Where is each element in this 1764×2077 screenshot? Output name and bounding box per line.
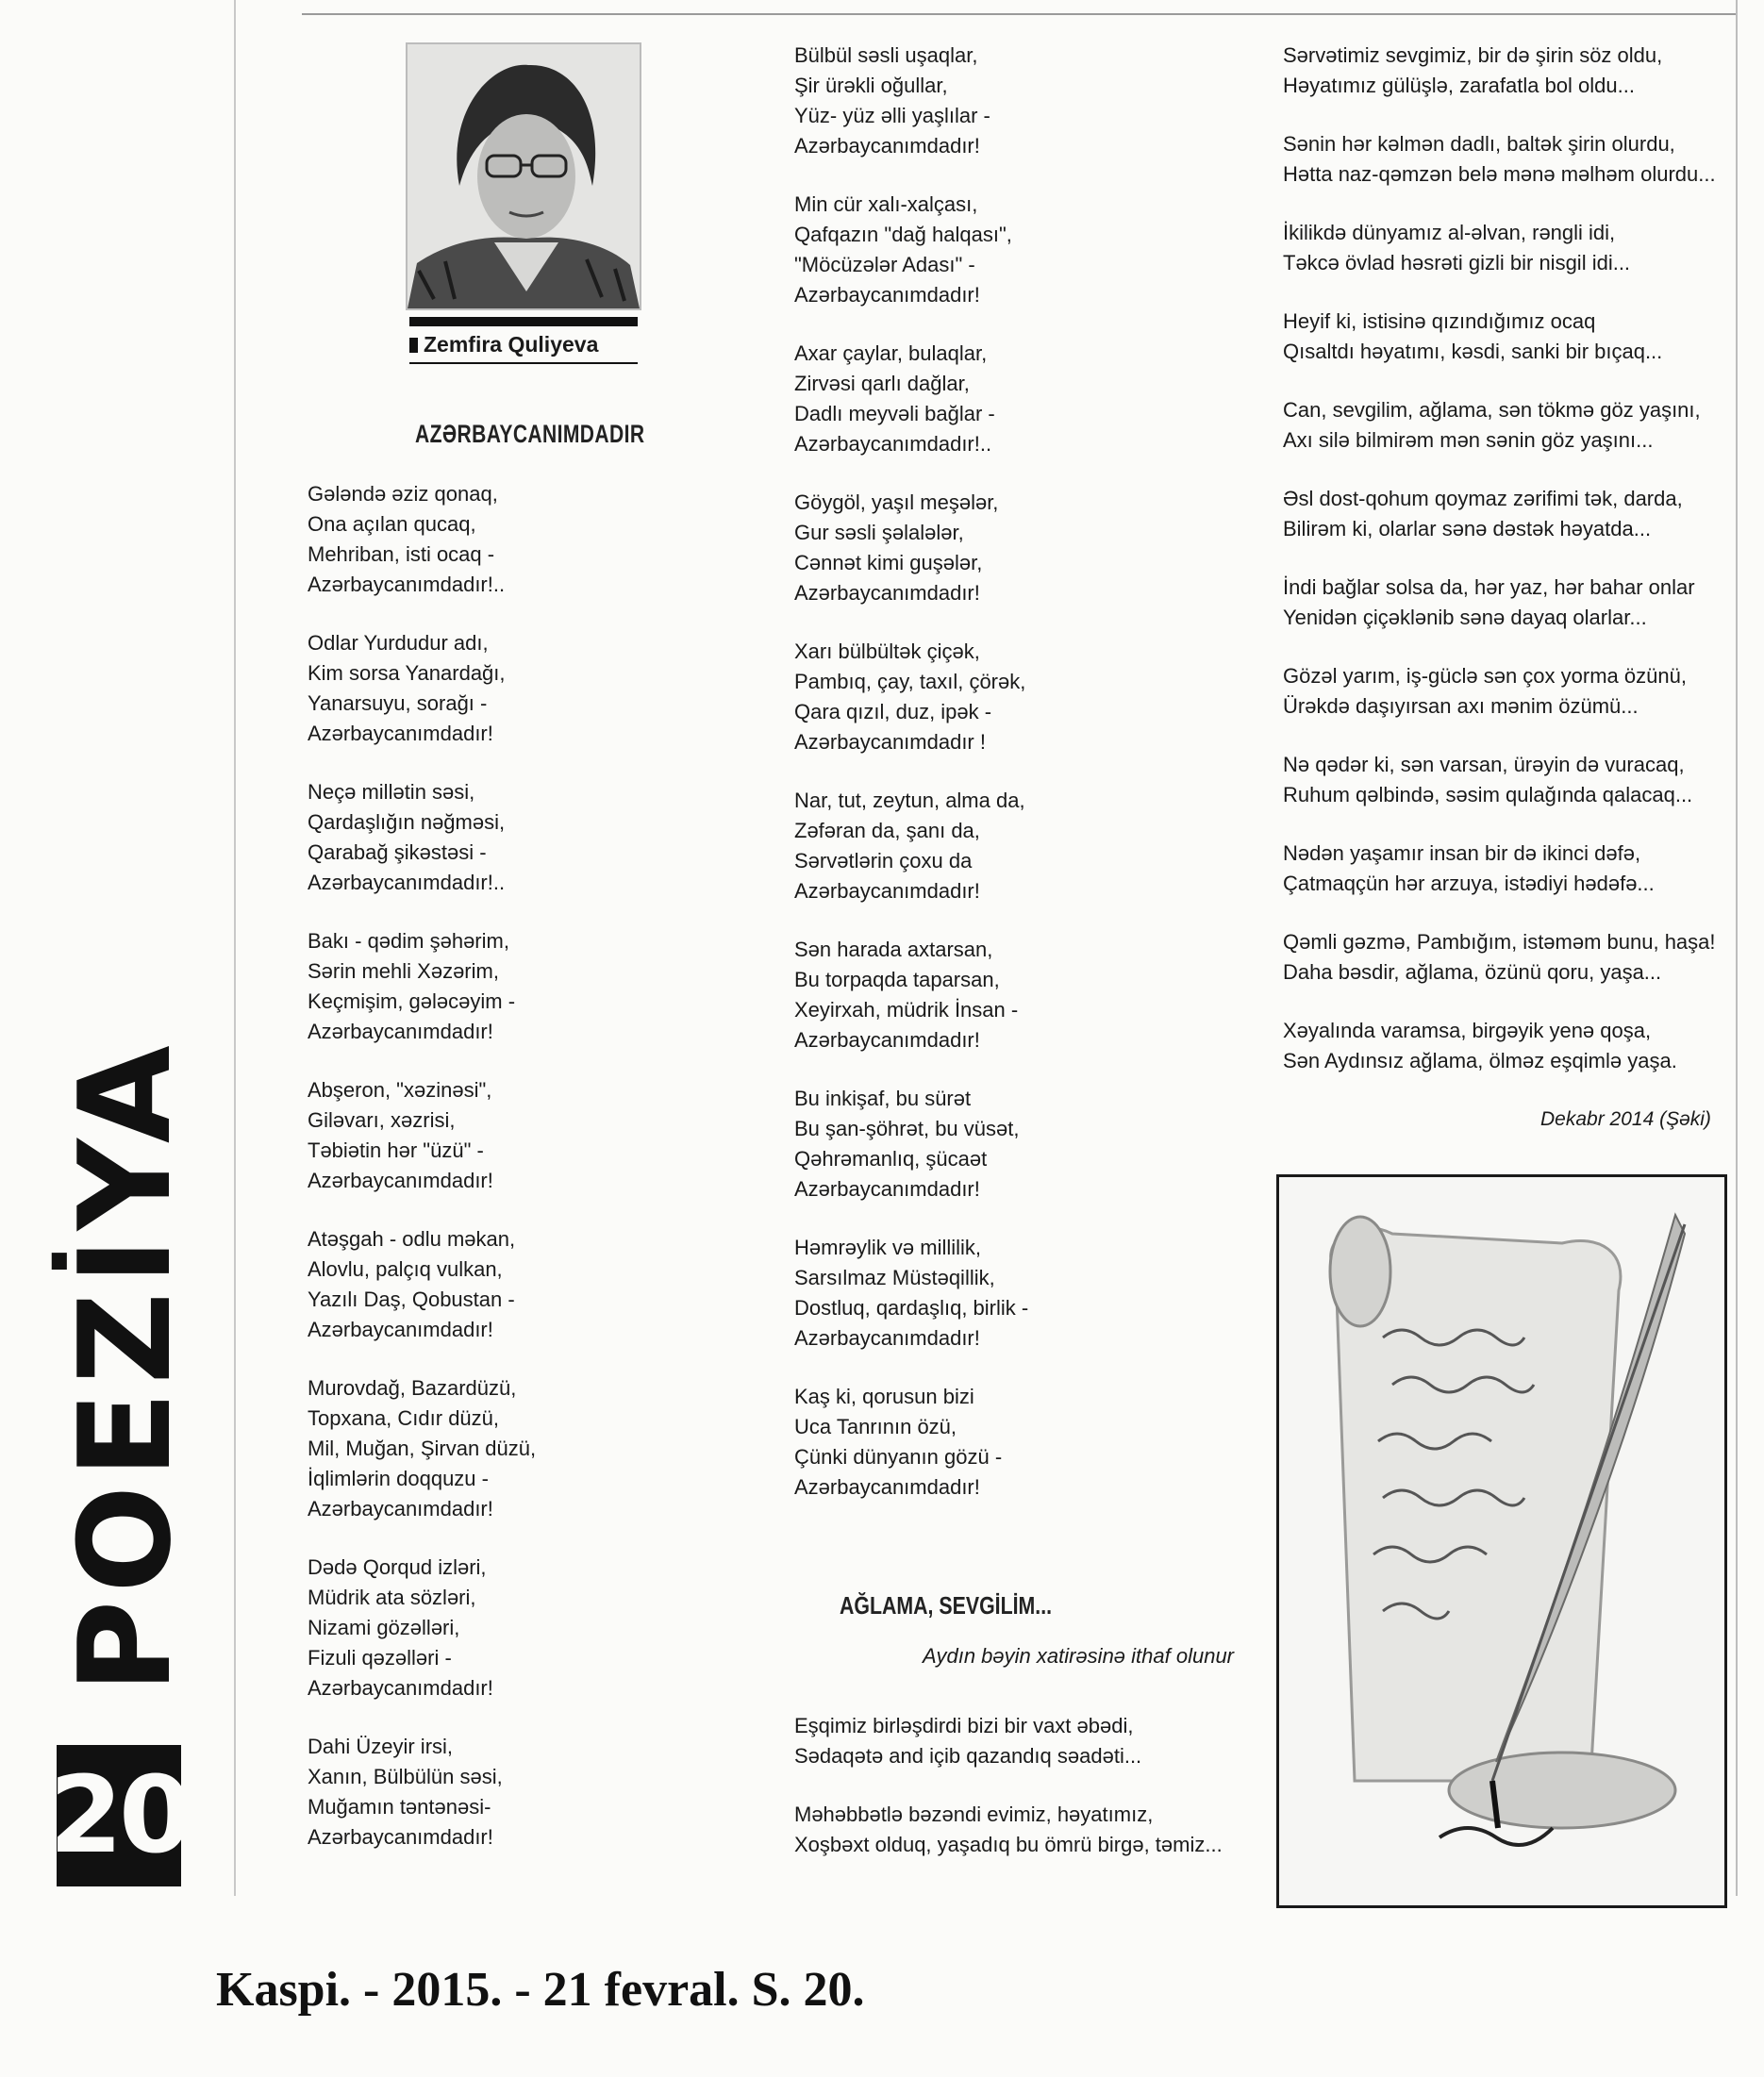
poem-line: Nədən yaşamır insan bir də ikinci dəfə, bbox=[1283, 841, 1641, 865]
poem1-column-1 bbox=[308, 479, 536, 1881]
stanza bbox=[308, 1075, 536, 1196]
poem-line: Pambıq, çay, taxıl, çörək, bbox=[794, 670, 1026, 693]
poem-line: Həyatımız gülüşlə, zarafatla bol oldu... bbox=[1283, 74, 1635, 97]
poem-signature: Dekabr 2014 (Şəki) bbox=[1540, 1108, 1711, 1130]
poem-line: Əsl dost-qohum qoymaz zərifimi tək, darda, bbox=[1283, 487, 1683, 510]
poem-line: Sərvətimiz sevgimiz, bir də şirin söz oldu, bbox=[1283, 43, 1663, 67]
author-bar bbox=[409, 317, 638, 326]
poem-line: Zəfəran da, şanı da, bbox=[794, 819, 980, 842]
poem-line: Azərbaycanımdadır! bbox=[308, 1169, 493, 1192]
section-title: POEZİYA bbox=[52, 1038, 199, 1693]
poem-line: Atəşgah - odlu məkan, bbox=[308, 1227, 516, 1251]
poem-line: Təkcə övlad həsrəti gizli bir nisgil idi... bbox=[1283, 251, 1631, 274]
stanza bbox=[308, 1553, 536, 1703]
poem-line: Göygöl, yaşıl meşələr, bbox=[794, 490, 999, 514]
stanza bbox=[308, 1373, 536, 1524]
poem-line: İqlimlərin doqquzu - bbox=[308, 1467, 489, 1490]
poem-line: Sərin mehli Xəzərim, bbox=[308, 959, 499, 983]
poem-line: Keçmişim, gələcəyim - bbox=[308, 989, 516, 1013]
stanza bbox=[1283, 307, 1716, 367]
poem-line: Topxana, Cıdır düzü, bbox=[308, 1406, 500, 1430]
author-name-text: Zemfira Quliyeva bbox=[424, 332, 599, 357]
poem-line: Azərbaycanımdadır! bbox=[794, 134, 980, 158]
poem-line: Ürəkdə daşıyırsan axı mənim özümü... bbox=[1283, 694, 1639, 718]
poem-line: Cənnət kimi guşələr, bbox=[794, 551, 983, 574]
stanza bbox=[1283, 129, 1716, 190]
poem-line: Mehriban, isti ocaq - bbox=[308, 542, 495, 566]
poem-line: İkilikdə dünyamız al-əlvan, rəngli idi, bbox=[1283, 221, 1616, 244]
stanza bbox=[308, 628, 536, 749]
poem-title: AZƏRBAYCANIMDADIR bbox=[415, 420, 645, 448]
poem-line: Bu inkişaf, bu sürət bbox=[794, 1087, 972, 1110]
poem-line: Həmrəylik və millilik, bbox=[794, 1236, 982, 1259]
stanza bbox=[308, 1224, 536, 1345]
page-number: 20 bbox=[57, 1745, 181, 1886]
poem-line: Azərbaycanımdadır!.. bbox=[794, 432, 992, 456]
poem-line: Xeyirxah, müdrik İnsan - bbox=[794, 998, 1019, 1022]
poem-line: Azərbaycanımdadır ! bbox=[794, 730, 986, 754]
poem-line: Dahi Üzeyir irsi, bbox=[308, 1735, 454, 1758]
poem-line: Azərbaycanımdadır! bbox=[308, 1020, 493, 1043]
stanza bbox=[794, 339, 1028, 459]
stanza bbox=[794, 41, 1028, 161]
poem-line: Azərbaycanımdadır! bbox=[794, 581, 980, 605]
stanza bbox=[794, 786, 1028, 906]
poem1-column-2 bbox=[794, 41, 1028, 1531]
poem-line: Ona açılan qucaq, bbox=[308, 512, 476, 536]
poem-line: Azərbaycanımdadır!.. bbox=[308, 573, 506, 596]
poem-line: Axar çaylar, bulaqlar, bbox=[794, 341, 988, 365]
citation: Kaspi. - 2015. - 21 fevral. S. 20. bbox=[216, 1963, 865, 2017]
poem-line: Hətta naz-qəmzən belə mənə məlhəm olurdu... bbox=[1283, 162, 1716, 186]
column-rule-right bbox=[1736, 0, 1738, 1896]
poem-line: Sarsılmaz Müstəqillik, bbox=[794, 1266, 995, 1289]
poem2-dedication: Aydın bəyin xatirəsinə ithaf olunur bbox=[923, 1644, 1234, 1668]
poem2-title: AĞLAMA, SEVGİLİM... bbox=[840, 1591, 1053, 1620]
poem-line: Sərvətlərin çoxu da bbox=[794, 849, 973, 872]
poem-line: Bu şan-şöhrət, bu vüsət, bbox=[794, 1117, 1020, 1140]
stanza bbox=[1283, 573, 1716, 633]
poem-line: Sədaqətə and içib qazandıq səadəti... bbox=[794, 1744, 1142, 1768]
poem-line: Bülbül səsli uşaqlar, bbox=[794, 43, 978, 67]
poem-line: Azərbaycanımdadır! bbox=[794, 1028, 980, 1052]
poem-line: Nizami gözəlləri, bbox=[308, 1616, 460, 1639]
poem-line: Gur səsli şəlalələr, bbox=[794, 521, 964, 544]
poem-line: Sən harada axtarsan, bbox=[794, 938, 993, 961]
poem2-column-3 bbox=[1283, 41, 1716, 1105]
poem-line: Giləvarı, xəzrisi, bbox=[308, 1108, 456, 1132]
poem-line: Xanın, Bülbülün səsi, bbox=[308, 1765, 503, 1788]
poem-line: Azərbaycanımdadır!.. bbox=[308, 871, 506, 894]
stanza bbox=[1283, 218, 1716, 278]
poem-line: Odlar Yurdudur adı, bbox=[308, 631, 489, 655]
poem-line: Abşeron, "xəzinəsi", bbox=[308, 1078, 492, 1102]
author-photo bbox=[406, 42, 641, 310]
section-banner bbox=[52, 1038, 199, 1693]
poem-line: Nə qədər ki, sən varsan, ürəyin də vuracaq, bbox=[1283, 753, 1685, 776]
poem-line: Fizuli qəzəlləri - bbox=[308, 1646, 452, 1670]
poem-line: Çatmaqçün hər arzuya, istədiyi hədəfə... bbox=[1283, 872, 1655, 895]
poem-line: Kim sorsa Yanardağı, bbox=[308, 661, 506, 685]
poem-line: Azərbaycanımdadır! bbox=[794, 1177, 980, 1201]
poem-line: Azərbaycanımdadır! bbox=[308, 1497, 493, 1520]
poem-line: Azərbaycanımdadır! bbox=[308, 1825, 493, 1849]
stanza bbox=[794, 935, 1028, 1055]
stanza bbox=[308, 777, 536, 898]
poem-line: İndi bağlar solsa da, hər yaz, hər bahar onlar bbox=[1283, 575, 1695, 599]
stanza bbox=[794, 488, 1028, 608]
poem-line: Kaş ki, qorusun bizi bbox=[794, 1385, 974, 1408]
poem-line: Çünki dünyanın gözü - bbox=[794, 1445, 1003, 1469]
poem-line: Azərbaycanımdadır! bbox=[794, 283, 980, 307]
poem-line: Ruhum qəlbində, səsim qulağında qalacaq... bbox=[1283, 783, 1693, 806]
poem-line: Dadlı meyvəli bağlar - bbox=[794, 402, 995, 425]
poem-line: Yenidən çiçəklənib sənə dayaq olarlar... bbox=[1283, 606, 1647, 629]
poem-line: Zirvəsi qarlı dağlar, bbox=[794, 372, 970, 395]
poem-line: Təbiətin hər "üzü" - bbox=[308, 1138, 484, 1162]
poem-line: Dostluq, qardaşlıq, birlik - bbox=[794, 1296, 1029, 1320]
poem-line: Qafqazın "dağ halqası", bbox=[794, 223, 1012, 246]
poem-line: Bu torpaqda taparsan, bbox=[794, 968, 1000, 991]
quill-scroll-illustration bbox=[1276, 1174, 1727, 1908]
poem-line: Eşqimiz birləşdirdi bizi bir vaxt əbədi, bbox=[794, 1714, 1134, 1737]
poem-line: Sən Aydınsız ağlama, ölməz eşqimlə yaşa. bbox=[1283, 1049, 1677, 1072]
poem-line: Qarabağ şikəstəsi - bbox=[308, 840, 487, 864]
poem-line: Gələndə əziz qonaq, bbox=[308, 482, 498, 506]
stanza bbox=[1283, 750, 1716, 810]
stanza bbox=[794, 1711, 1223, 1771]
poem-line: Azərbaycanımdadır! bbox=[794, 1475, 980, 1499]
poem-line: Murovdağ, Bazardüzü, bbox=[308, 1376, 517, 1400]
stanza bbox=[308, 1732, 536, 1853]
poem-line: Azərbaycanımdadır! bbox=[794, 1326, 980, 1350]
poem-line: Axı silə bilmirəm mən sənin göz yaşını... bbox=[1283, 428, 1654, 452]
poem-line: Nar, tut, zeytun, alma da, bbox=[794, 789, 1025, 812]
poem-line: Heyif ki, istisinə qızındığımız ocaq bbox=[1283, 309, 1596, 333]
poem-line: "Möcüzələr Adası" - bbox=[794, 253, 975, 276]
poem-line: Xoşbəxt olduq, yaşadıq bu ömrü birgə, təmiz... bbox=[794, 1833, 1223, 1856]
poem-line: Dədə Qorqud izləri, bbox=[308, 1555, 487, 1579]
author-name bbox=[409, 332, 638, 364]
poem-line: Min cür xalı-xalçası, bbox=[794, 192, 978, 216]
poem-line: Qəhrəmanlıq, şücaət bbox=[794, 1147, 988, 1171]
poem-line: Sənin hər kəlmən dadlı, baltək şirin olurdu, bbox=[1283, 132, 1675, 156]
stanza bbox=[794, 1800, 1223, 1860]
stanza bbox=[1283, 661, 1716, 722]
poem-line: Muğamın təntənəsi- bbox=[308, 1795, 491, 1819]
bullet-square bbox=[409, 338, 418, 353]
poem-line: Azərbaycanımdadır! bbox=[308, 722, 493, 745]
poem-line: Qardaşlığın nəğməsi, bbox=[308, 810, 506, 834]
stanza bbox=[1283, 839, 1716, 899]
poem-line: Xəyalında varamsa, birgəyik yenə qoşa, bbox=[1283, 1019, 1652, 1042]
poem-line: Alovlu, palçıq vulkan, bbox=[308, 1257, 503, 1281]
stanza bbox=[794, 190, 1028, 310]
poem-line: Azərbaycanımdadır! bbox=[308, 1676, 493, 1700]
stanza bbox=[794, 1382, 1028, 1503]
poem-line: Müdrik ata sözləri, bbox=[308, 1586, 476, 1609]
poem-line: Yüz- yüz əlli yaşlılar - bbox=[794, 104, 990, 127]
stanza bbox=[794, 637, 1028, 757]
poem-line: Xarı bülbültək çiçək, bbox=[794, 640, 980, 663]
poem-line: Qara qızıl, duz, ipək - bbox=[794, 700, 992, 723]
stanza bbox=[1283, 41, 1716, 101]
stanza bbox=[308, 926, 536, 1047]
poem-line: Mil, Muğan, Şirvan düzü, bbox=[308, 1437, 537, 1460]
stanza bbox=[1283, 484, 1716, 544]
stanza bbox=[1283, 1016, 1716, 1076]
poem-line: Bilirəm ki, olarlar sənə dəstək həyatda... bbox=[1283, 517, 1652, 540]
poem-line: Qəmli gəzmə, Pambığım, istəməm bunu, haşa! bbox=[1283, 930, 1716, 954]
poem-line: Yanarsuyu, sorağı - bbox=[308, 691, 488, 715]
poem-line: Neçə millətin səsi, bbox=[308, 780, 475, 804]
stanza bbox=[1283, 395, 1716, 456]
poem-line: Yazılı Daş, Qobustan - bbox=[308, 1288, 515, 1311]
top-rule bbox=[302, 13, 1738, 15]
poem-line: Bakı - qədim şəhərim, bbox=[308, 929, 509, 953]
stanza bbox=[794, 1084, 1028, 1205]
poem-line: Qısaltdı həyatımı, kəsdi, sanki bir bıçaq... bbox=[1283, 340, 1663, 363]
poem-line: Gözəl yarım, iş-güclə sən çox yorma özünü, bbox=[1283, 664, 1687, 688]
poem-line: Daha bəsdir, ağlama, özünü qoru, yaşa... bbox=[1283, 960, 1662, 984]
stanza bbox=[794, 1233, 1028, 1354]
poem-line: Azərbaycanımdadır! bbox=[794, 879, 980, 903]
stanza bbox=[308, 479, 536, 600]
stanza bbox=[1283, 927, 1716, 988]
poem-line: Uca Tanrının özü, bbox=[794, 1415, 957, 1438]
poem-line: Can, sevgilim, ağlama, sən tökmə göz yaşını, bbox=[1283, 398, 1701, 422]
poem-line: Məhəbbətlə bəzəndi evimiz, həyatımız, bbox=[794, 1803, 1154, 1826]
poem-line: Şir ürəkli oğullar, bbox=[794, 74, 948, 97]
poem-line: Azərbaycanımdadır! bbox=[308, 1318, 493, 1341]
column-rule-left bbox=[234, 0, 236, 1896]
poem2-column-2 bbox=[794, 1711, 1223, 1888]
